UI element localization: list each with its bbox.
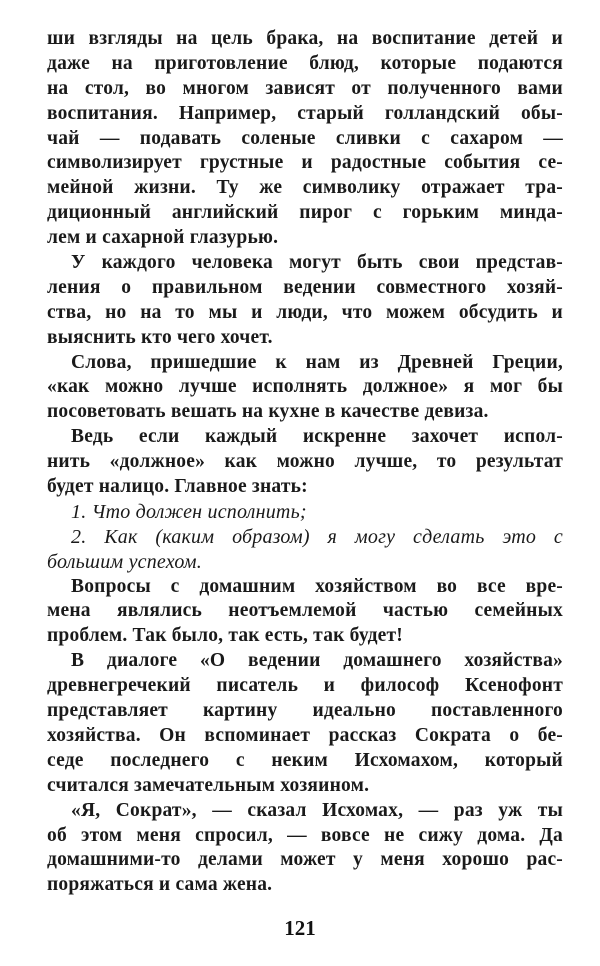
list-item bbox=[47, 500, 563, 525]
text-line: Слова, пришедшие к нам из Древней Греции, bbox=[71, 351, 563, 373]
paragraph bbox=[47, 575, 563, 650]
text-line: проблем. Так было, так есть, так будет! bbox=[47, 625, 403, 647]
text-line: будет налицо. Главное знать: bbox=[47, 476, 308, 498]
paragraph bbox=[47, 27, 563, 251]
text-line: У каждого человека могут быть свои представ- bbox=[71, 252, 563, 274]
text-line: 2. Как (каким образом) я могу сделать это с bbox=[71, 525, 563, 548]
text-line: диционный английский пирог с горьким минда- bbox=[47, 202, 563, 224]
text-line: символизирует грустные и радостные события се- bbox=[47, 152, 563, 174]
text-line: чай — подавать соленые сливки с сахаром — bbox=[47, 127, 563, 149]
page-body bbox=[47, 27, 563, 898]
text-line: хозяйства. Он вспоминает рассказ Сократа о бе- bbox=[47, 724, 563, 746]
text-line: посоветовать вешать на кухне в качестве девиза. bbox=[47, 401, 489, 423]
text-line: В диалоге «О ведении домашнего хозяйства» bbox=[71, 650, 563, 672]
text-line: нить «должное» как можно лучше, то результат bbox=[47, 451, 563, 473]
text-line: об этом меня спросил, — вовсе не сижу дома. Да bbox=[47, 824, 563, 846]
text-line: 1. Что должен исполнить; bbox=[71, 500, 307, 523]
text-line: ления о правильном ведении совместного хозяй- bbox=[47, 276, 563, 298]
text-line: поряжаться и сама жена. bbox=[47, 874, 273, 896]
text-line: домашними-то делами может у меня хорошо рас- bbox=[47, 849, 563, 871]
text-line: седе последнего с неким Исхомахом, который bbox=[47, 749, 563, 771]
list-item bbox=[47, 525, 563, 575]
paragraph bbox=[47, 649, 563, 798]
text-line: воспитания. Например, старый голландский обы- bbox=[47, 102, 563, 124]
text-line: лем и сахарной глазурью. bbox=[47, 227, 279, 249]
text-line: мена являлись неотъемлемой частью семейных bbox=[47, 600, 563, 622]
text-line: считался замечательным хозяином. bbox=[47, 774, 370, 796]
text-line: Ведь если каждый искренне захочет испол- bbox=[71, 426, 563, 448]
paragraph bbox=[47, 425, 563, 500]
text-line: ства, но на то мы и люди, что можем обсудить и bbox=[47, 301, 563, 323]
paragraph bbox=[47, 799, 563, 899]
text-line: «как можно лучше исполнять должное» я мог бы bbox=[47, 376, 563, 398]
paragraph bbox=[47, 351, 563, 426]
text-line: «Я, Сократ», — сказал Исхомах, — раз уж ты bbox=[71, 799, 563, 821]
page-number: 121 bbox=[284, 916, 316, 940]
text-line: мейной жизни. Ту же символику отражает тра- bbox=[47, 177, 563, 199]
text-line: большим успехом. bbox=[47, 550, 202, 573]
text-line: даже на приготовление блюд, которые подаются bbox=[47, 52, 563, 74]
text-line: Вопросы с домашним хозяйством во все вре- bbox=[71, 575, 563, 597]
text-line: древнегречекий писатель и философ Ксенофонт bbox=[47, 675, 563, 697]
text-line: на стол, во многом зависят от полученного вами bbox=[47, 77, 563, 99]
text-line: выяснить кто чего хочет. bbox=[47, 326, 273, 348]
text-line: представляет картину идеально поставленного bbox=[47, 700, 563, 722]
paragraph bbox=[47, 251, 563, 351]
text-line: ши взгляды на цель брака, на воспитание детей и bbox=[47, 28, 563, 49]
